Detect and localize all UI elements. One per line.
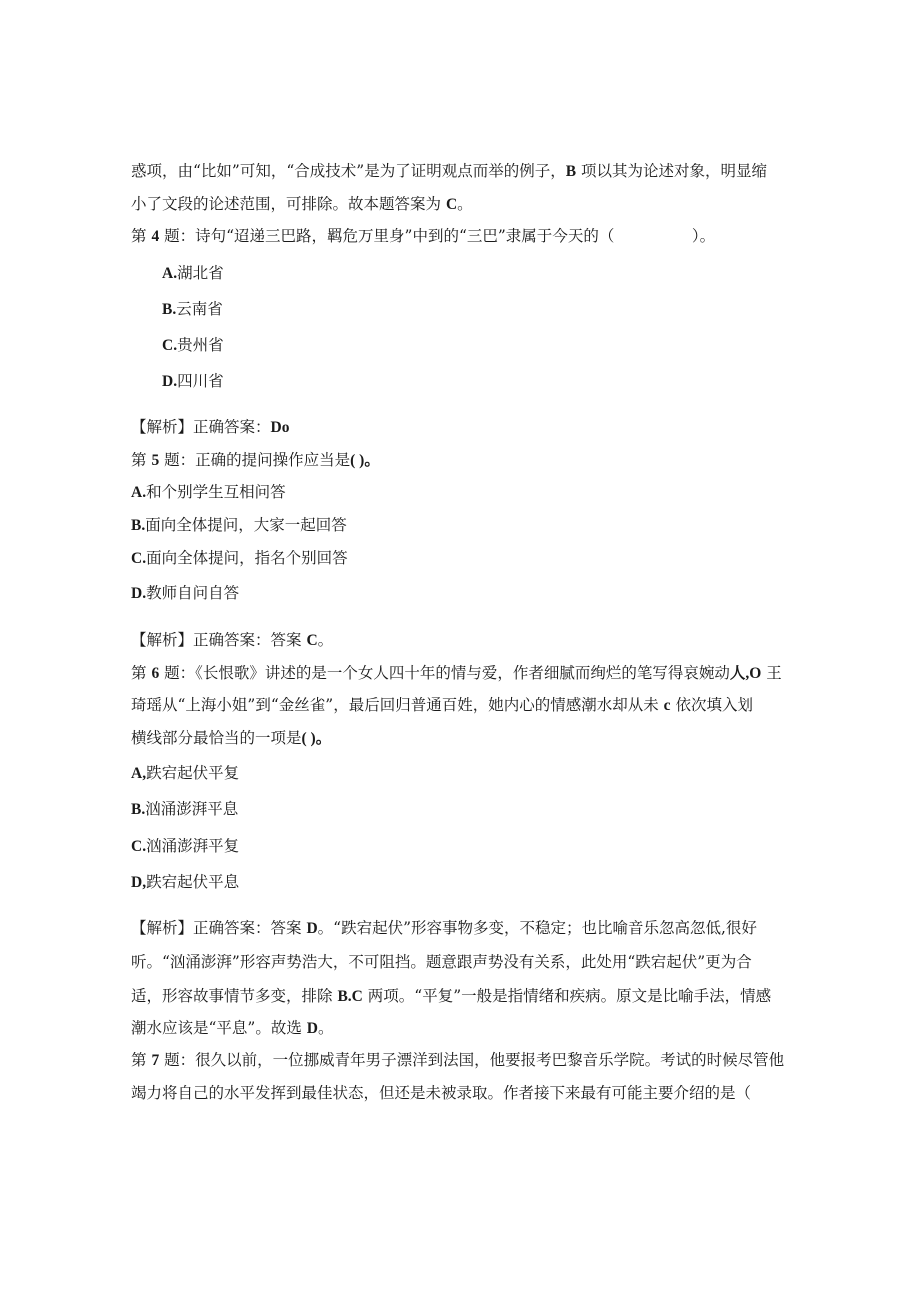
text: c — [663, 697, 671, 714]
question-number: 6 — [151, 665, 160, 682]
question-number: 5 — [151, 452, 160, 469]
option-text: 和个别学生互相问答 — [146, 483, 286, 501]
q6-analysis-line-1 — [131, 917, 757, 940]
text: 【解析】正确答案：答案 — [131, 631, 307, 649]
option-text: 云南省 — [176, 300, 223, 318]
q5-option-b — [131, 514, 347, 537]
option-letter: D. — [162, 373, 178, 390]
option-letter: B. — [131, 517, 146, 534]
option-text: 四川省 — [177, 372, 224, 390]
text: 项以其为论述对象，明显缩 — [576, 162, 767, 180]
option-letter: B. — [131, 801, 146, 818]
text: 潮水应该是“平息”。故选 — [131, 1019, 307, 1037]
option-text: 贵州省 — [177, 336, 224, 354]
q4-option-c — [162, 334, 224, 357]
option-text: 湖北省 — [177, 264, 224, 282]
text: 第 — [131, 1051, 152, 1069]
text: 竭力将自己的水平发挥到最佳状态，但还是未被录取。作者接下来最有可能主要介绍的是（ — [131, 1084, 752, 1102]
intro-line-2 — [131, 193, 473, 216]
text: 适，形容故事情节多变，排除 — [131, 987, 338, 1005]
text: 题：诗句“迢递三巴路，羁危万里身”中到的“三巴”隶属于今天的（ ）。 — [159, 227, 716, 245]
bold-letter: B.C — [337, 988, 363, 1005]
text: 小了文段的论述范围，可排除。故本题答案为 — [131, 195, 446, 213]
option-letter: A. — [162, 265, 178, 282]
option-letter: D. — [131, 585, 147, 602]
option-text: 面向全体提问，大家一起回答 — [145, 516, 347, 534]
q4-option-b — [162, 298, 223, 321]
text: 王 — [761, 664, 782, 682]
option-text: 面向全体提问，指名个别回答 — [146, 549, 348, 567]
q6-option-c — [131, 835, 239, 858]
text: 。“跌宕起伏”形容事物多变，不稳定；也比喻音乐忽高忽低,很好 — [317, 919, 757, 937]
text: 。 — [317, 1019, 334, 1037]
question-number: 4 — [151, 228, 160, 245]
text: 人,O — [729, 665, 762, 682]
option-text: 汹涌澎湃平息 — [145, 800, 239, 818]
text: 听。“汹涌澎湃”形容声势浩大，不可阻挡。题意跟声势没有关系，此处用“跌宕起伏”更为合 — [131, 953, 752, 971]
text: 两项。“平复”一般是指情绪和疾病。原文是比喻手法，情感 — [362, 987, 772, 1005]
q5-option-c — [131, 547, 348, 570]
option-text: 跌宕起伏平复 — [146, 764, 240, 782]
option-letter: A. — [131, 484, 147, 501]
q6-analysis-line-3 — [131, 985, 771, 1008]
q6-option-a — [131, 762, 239, 785]
question-6-line-2 — [131, 694, 753, 717]
text: ( )。 — [350, 452, 380, 469]
text: ( )。 — [301, 730, 332, 747]
q5-option-a — [131, 481, 286, 504]
text: 题：《长恨歌》讲述的是一个女人四十年的情与爱，作者细腻而绚烂的笔写得哀婉动 — [159, 664, 730, 682]
option-text: 跌宕起伏平息 — [146, 873, 240, 891]
question-5-stem — [131, 449, 380, 472]
q6-option-d — [131, 871, 239, 894]
option-letter: C. — [162, 337, 178, 354]
question-7-line-2 — [131, 1082, 751, 1104]
text: 题：很久以前，一位挪威青年男子漂洋到法国，他要报考巴黎音乐学院。考试的时候尽管他 — [159, 1051, 785, 1069]
q6-analysis-line-4 — [131, 1017, 334, 1040]
option-letter: C. — [131, 550, 147, 567]
option-text: 教师自问自答 — [146, 584, 240, 602]
q5-option-d — [131, 582, 239, 605]
q6-analysis-line-2 — [131, 951, 752, 973]
answer: D — [306, 1020, 318, 1037]
option-letter: A, — [131, 765, 147, 782]
text: 依次填入划 — [670, 696, 753, 714]
bold-letter: B — [565, 163, 577, 180]
question-number: 7 — [151, 1052, 160, 1069]
text: 第 — [131, 664, 152, 682]
text: 。 — [457, 195, 473, 213]
text: 第 — [131, 227, 152, 245]
text: 。 — [317, 631, 334, 649]
q4-analysis — [131, 416, 289, 439]
option-text: 汹涌澎湃平复 — [146, 837, 240, 855]
question-4-stem — [131, 225, 715, 248]
question-6-line-1 — [131, 662, 782, 685]
answer: Do — [270, 419, 290, 436]
q5-analysis — [131, 629, 333, 652]
q4-option-a — [162, 262, 224, 285]
question-6-line-3 — [131, 727, 331, 750]
q4-option-d — [162, 370, 224, 393]
text: 琦瑶从“上海小姐”到“金丝雀”，最后回归普通百姓，她内心的情感潮水却从未 — [131, 696, 664, 714]
text: 第 — [131, 451, 152, 469]
text: 横线部分最恰当的一项是 — [131, 729, 302, 747]
bold-letter: C — [445, 196, 458, 213]
intro-line-1 — [131, 160, 767, 183]
text: 惑项，由“比如”可知，“合成技术”是为了证明观点而举的例子， — [131, 162, 566, 180]
text: 题：正确的提问操作应当是 — [159, 451, 351, 469]
option-letter: D, — [131, 874, 147, 891]
question-7-line-1 — [131, 1049, 784, 1072]
option-letter: C. — [131, 838, 147, 855]
option-letter: B. — [162, 301, 177, 318]
answer: C — [306, 632, 318, 649]
answer: D — [306, 920, 318, 937]
q6-option-b — [131, 798, 238, 821]
text: 【解析】正确答案：答案 — [131, 919, 307, 937]
text: 【解析】正确答案： — [131, 418, 271, 436]
